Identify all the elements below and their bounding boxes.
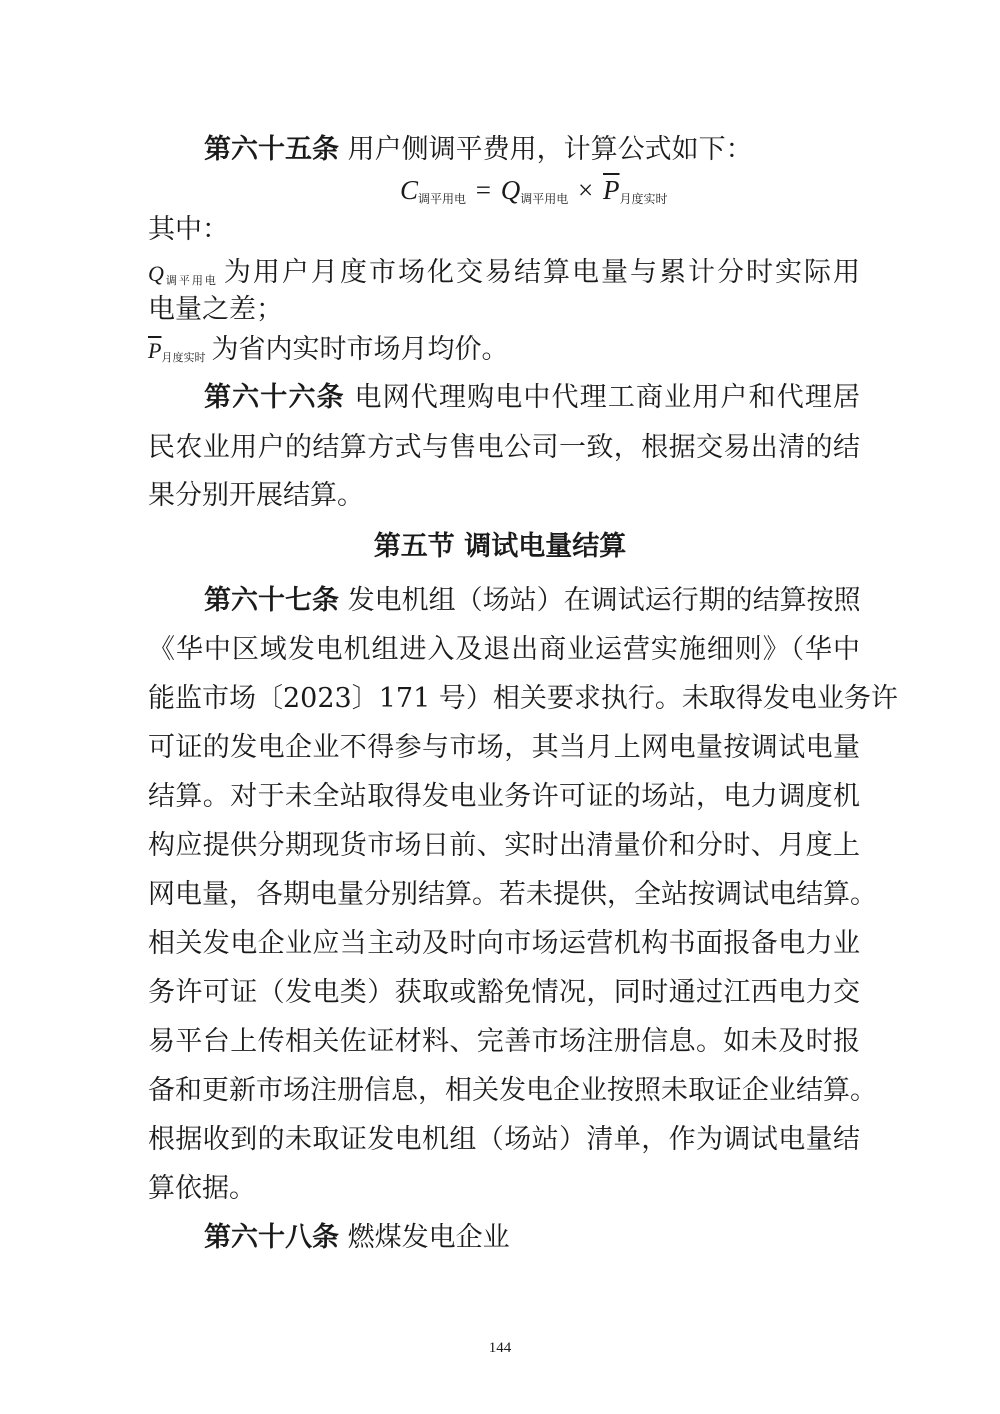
article-66-line: 果分别开展结算。	[148, 480, 364, 511]
formula-times: ×	[578, 175, 594, 205]
article-65-text: 用户侧调平费用，计算公式如下：	[347, 134, 753, 165]
article-66-line	[204, 378, 860, 418]
article-65-line	[204, 130, 860, 170]
formula-q-symbol: Q	[500, 175, 521, 205]
formula-equals: =	[475, 175, 492, 205]
article-68-line	[204, 1218, 860, 1258]
formula-p-subscript: 月度实时	[619, 192, 668, 206]
article-66-text: 电网代理购电中代理工商业用户和代理居	[354, 382, 861, 413]
article-67-text: 发电机组（场站）在调试运行期的结算按照	[347, 585, 861, 616]
definition-p-symbol: $\overline{P}$	[148, 338, 162, 363]
page-number: 144	[488, 1340, 512, 1356]
article-65-heading: 第六十五条	[204, 134, 339, 165]
article-67-line: 可证的发电企业不得参与市场，其当月上网电量按调试电量	[148, 732, 860, 763]
article-67-line: 相关发电企业应当主动及时向市场运营机构书面报备电力业	[148, 928, 860, 959]
article-67-line: 《华中区域发电机组进入及退出商业运营实施细则》（华中	[148, 634, 860, 665]
article-67-line: 备和更新市场注册信息，相关发电企业按照未取证企业结算。	[148, 1075, 877, 1106]
definition-p-line	[148, 330, 860, 378]
formula-c-subscript: 调平用电	[418, 192, 467, 206]
article-66-heading: 第六十六条	[204, 382, 345, 413]
article-67-line: 结算。对于未全站取得发电业务许可证的场站，电力调度机	[148, 781, 860, 812]
article-67-line: 构应提供分期现货市场日前、实时出清量价和分时、月度上	[148, 830, 860, 861]
where-label: 其中：	[148, 214, 229, 245]
definition-p-subscript: 月度实时	[161, 351, 206, 364]
definition-p-text: 为省内实时市场月均价。	[211, 334, 509, 365]
article-67-line: 易平台上传相关佐证材料、完善市场注册信息。如未及时报	[148, 1026, 860, 1057]
definition-q-symbol: Q	[148, 261, 164, 286]
article-68-text: 燃煤发电企业	[347, 1222, 510, 1253]
article-67-heading: 第六十七条	[204, 585, 339, 616]
article-66-line: 民农业用户的结算方式与售电公司一致，根据交易出清的结	[148, 432, 860, 463]
article-67-line: 网电量，各期电量分别结算。若未提供，全站按调试电结算。	[148, 879, 877, 910]
article-67-line: 算依据。	[148, 1173, 256, 1204]
article-67-line	[204, 581, 860, 621]
definition-q-text: 为用户月度市场化交易结算电量与累计分时实际用	[223, 257, 861, 288]
article-68-heading: 第六十八条	[204, 1222, 339, 1253]
formula-p-symbol: $\overline{P}$	[603, 175, 620, 205]
formula-q-subscript: 调平用电	[520, 192, 569, 206]
definition-q-continuation: 电量之差；	[148, 294, 283, 325]
section-title: 第五节 调试电量结算	[373, 531, 627, 562]
article-67-line: 根据收到的未取证发电机组（场站）清单，作为调试电量结	[148, 1124, 860, 1155]
article-67-line: 能监市场〔2023〕171 号）相关要求执行。未取得发电业务许	[148, 683, 898, 714]
definition-q-subscript: 调平用电	[163, 274, 218, 287]
article-67-line: 务许可证（发电类）获取或豁免情况，同时通过江西电力交	[148, 977, 860, 1008]
formula-c-symbol: C	[400, 175, 419, 205]
